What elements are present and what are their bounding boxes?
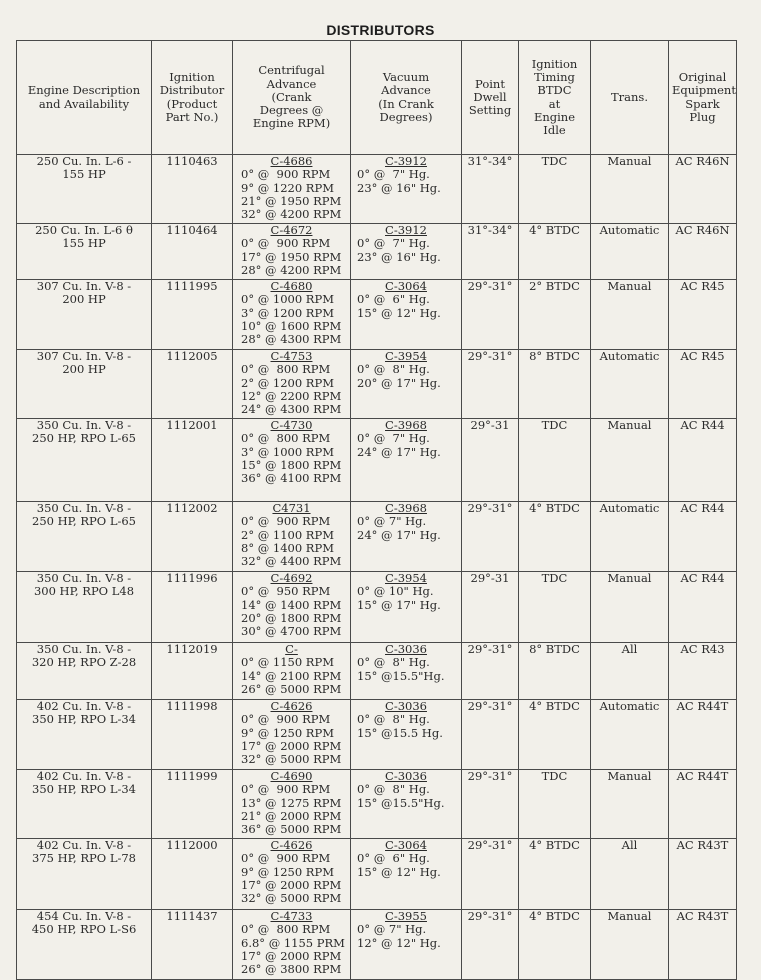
vacuum-advance-cell (351, 700, 462, 770)
centrifugal-advance-value: 17° @ 2000 RPM (241, 738, 342, 753)
centrifugal-advance-value: 36° @ 4100 RPM (241, 471, 342, 486)
centrifugal-advance-value: 24° @ 4300 RPM (241, 402, 342, 417)
table-row (17, 502, 737, 572)
table-row (17, 839, 737, 910)
centrifugal-advance-value: 20° @ 1800 RPM (241, 610, 342, 625)
header-engine-description: Engine Description and Availability (17, 41, 152, 155)
centrifugal-advance-cell (233, 910, 351, 980)
spark-plug: AC R46N (669, 224, 737, 280)
centrifugal-advance-cell (233, 350, 351, 419)
spark-plug: AC R43T (669, 910, 737, 980)
centrifugal-advance-value: 0° @ 1150 RPM (241, 655, 334, 670)
vacuum-advance-value: 0° @ 7" Hg. (357, 236, 430, 251)
engine-description: 402 Cu. In. V-8 - 375 HP, RPO L-78 (17, 839, 152, 910)
centrifugal-advance-value: 8° @ 1400 RPM (241, 540, 334, 555)
ignition-timing: 4° BTDC (519, 910, 591, 980)
table-row (17, 280, 737, 350)
centrifugal-advance-value: 3° @ 1200 RPM (241, 305, 334, 320)
centrifugal-spec-number: C-4626 (270, 838, 313, 852)
centrifugal-spec-number: C-4672 (270, 223, 313, 237)
header-vacuum-advance: Vacuum Advance (In Crank Degrees) (351, 41, 462, 155)
spark-plug: AC R44 (669, 419, 737, 502)
centrifugal-advance-value: 15° @ 1800 RPM (241, 457, 342, 472)
engine-description: 402 Cu. In. V-8 - 350 HP, RPO L-34 (17, 770, 152, 839)
centrifugal-advance-value: 2° @ 1200 RPM (241, 375, 334, 390)
ignition-timing: TDC (519, 155, 591, 224)
distributor-part-number: 1110463 (152, 155, 233, 224)
vacuum-advance-value: 0° @ 6" Hg. (357, 292, 430, 307)
point-dwell-setting: 29°-31° (462, 839, 519, 910)
centrifugal-advance-value: 0° @ 950 RPM (241, 584, 331, 599)
centrifugal-advance-cell (233, 770, 351, 839)
centrifugal-advance-value: 9° @ 1250 RPM (241, 725, 334, 740)
point-dwell-setting: 29°-31° (462, 700, 519, 770)
vacuum-advance-cell (351, 224, 462, 280)
centrifugal-advance-value: 9° @ 1250 RPM (241, 864, 334, 879)
centrifugal-spec-number: C-4730 (270, 418, 313, 432)
transmission: All (591, 643, 669, 700)
ignition-timing: 2° BTDC (519, 280, 591, 350)
distributors-table (16, 40, 737, 980)
vacuum-advance-value: 23° @ 16" Hg. (357, 249, 441, 264)
centrifugal-advance-value: 17° @ 2000 RPM (241, 948, 342, 963)
centrifugal-spec-number: C-4692 (270, 571, 313, 585)
distributor-part-number: 1111998 (152, 700, 233, 770)
centrifugal-advance-value: 0° @ 900 RPM (241, 851, 331, 866)
vacuum-advance-value: 0° @ 7" Hg. (357, 431, 430, 446)
distributor-part-number: 1111996 (152, 572, 233, 643)
transmission: Manual (591, 419, 669, 502)
transmission: Automatic (591, 224, 669, 280)
ignition-timing: 8° BTDC (519, 643, 591, 700)
centrifugal-spec-number: C-4753 (270, 349, 313, 363)
distributor-part-number: 1110464 (152, 224, 233, 280)
engine-description: 350 Cu. In. V-8 - 320 HP, RPO Z-28 (17, 643, 152, 700)
centrifugal-advance-value: 0° @ 900 RPM (241, 167, 331, 182)
centrifugal-advance-value: 32° @ 4400 RPM (241, 554, 342, 569)
centrifugal-advance-value: 21° @ 1950 RPM (241, 193, 342, 208)
centrifugal-spec-number: C-4690 (270, 769, 313, 783)
transmission: Manual (591, 155, 669, 224)
centrifugal-advance-value: 0° @ 900 RPM (241, 712, 331, 727)
vacuum-spec-number: C-3036 (385, 642, 427, 656)
centrifugal-spec-number: C-4686 (270, 154, 313, 168)
vacuum-advance-cell (351, 839, 462, 910)
vacuum-spec-number: C-3064 (385, 838, 427, 852)
centrifugal-advance-value: 0° @ 900 RPM (241, 782, 331, 797)
point-dwell-setting: 31°-34° (462, 155, 519, 224)
engine-description: 307 Cu. In. V-8 - 200 HP (17, 280, 152, 350)
transmission: All (591, 839, 669, 910)
distributor-part-number: 1112002 (152, 502, 233, 572)
spark-plug: AC R46N (669, 155, 737, 224)
vacuum-advance-value: 15° @15.5"Hg. (357, 668, 445, 683)
transmission: Manual (591, 280, 669, 350)
centrifugal-advance-cell (233, 155, 351, 224)
centrifugal-advance-value: 36° @ 5000 RPM (241, 822, 342, 837)
point-dwell-setting: 31°-34° (462, 224, 519, 280)
centrifugal-advance-value: 28° @ 4300 RPM (241, 332, 342, 347)
spark-plug: AC R45 (669, 350, 737, 419)
vacuum-spec-number: C-3954 (385, 349, 427, 363)
centrifugal-advance-value: 14° @ 2100 RPM (241, 668, 342, 683)
vacuum-spec-number: C-3912 (385, 223, 427, 237)
vacuum-advance-cell (351, 910, 462, 980)
centrifugal-advance-value: 17° @ 1950 RPM (241, 249, 342, 264)
centrifugal-spec-number: C-4733 (270, 909, 313, 923)
centrifugal-advance-value: 30° @ 4700 RPM (241, 624, 342, 639)
header-spark-plug: Original Equipment Spark Plug (669, 41, 737, 155)
vacuum-advance-cell (351, 419, 462, 502)
ignition-timing: 4° BTDC (519, 839, 591, 910)
centrifugal-advance-cell (233, 700, 351, 770)
vacuum-advance-value: 0° @ 10" Hg. (357, 584, 434, 599)
centrifugal-spec-number: C-4626 (270, 699, 313, 713)
engine-description: 250 Cu. In. L-6 - 155 HP (17, 155, 152, 224)
centrifugal-advance-value: 9° @ 1220 RPM (241, 180, 334, 195)
table-row (17, 350, 737, 419)
ignition-timing: TDC (519, 572, 591, 643)
ignition-timing: TDC (519, 770, 591, 839)
point-dwell-setting: 29°-31° (462, 350, 519, 419)
header-row (17, 41, 737, 155)
table-row (17, 910, 737, 980)
transmission: Automatic (591, 350, 669, 419)
table-row (17, 224, 737, 280)
centrifugal-advance-value: 0° @ 900 RPM (241, 514, 331, 529)
page-title: DISTRIBUTORS (326, 22, 435, 38)
engine-description: 350 Cu. In. V-8 - 250 HP, RPO L-65 (17, 502, 152, 572)
vacuum-spec-number: C-3064 (385, 279, 427, 293)
vacuum-spec-number: C-3955 (385, 909, 427, 923)
header-centrifugal-advance: Centrifugal Advance (Crank Degrees @ Engine RPM) (233, 41, 351, 155)
table-row (17, 572, 737, 643)
point-dwell-setting: 29°-31° (462, 910, 519, 980)
vacuum-advance-value: 24° @ 17" Hg. (357, 527, 441, 542)
ignition-timing: 8° BTDC (519, 350, 591, 419)
engine-description: 350 Cu. In. V-8 - 300 HP, RPO L48 (17, 572, 152, 643)
transmission: Manual (591, 910, 669, 980)
centrifugal-advance-value: 14° @ 1400 RPM (241, 597, 342, 612)
point-dwell-setting: 29°-31 (462, 572, 519, 643)
centrifugal-advance-value: 17° @ 2000 RPM (241, 877, 342, 892)
vacuum-advance-value: 15° @ 12" Hg. (357, 864, 441, 879)
transmission: Manual (591, 770, 669, 839)
spark-plug: AC R44T (669, 700, 737, 770)
vacuum-advance-value: 15° @15.5 Hg. (357, 725, 443, 740)
vacuum-advance-value: 15° @ 12" Hg. (357, 305, 441, 320)
centrifugal-advance-value: 26° @ 3800 RPM (241, 962, 342, 977)
centrifugal-spec-number: C4731 (272, 501, 311, 515)
vacuum-advance-cell (351, 643, 462, 700)
centrifugal-advance-value: 32° @ 5000 RPM (241, 752, 342, 767)
centrifugal-advance-value: 0° @ 800 RPM (241, 922, 331, 937)
table-row (17, 419, 737, 502)
vacuum-advance-value: 12° @ 12" Hg. (357, 935, 441, 950)
centrifugal-advance-value: 2° @ 1100 RPM (241, 527, 334, 542)
centrifugal-advance-value: 0° @ 800 RPM (241, 362, 331, 377)
vacuum-advance-value: 0° @ 8" Hg. (357, 712, 430, 727)
header-point-dwell: Point Dwell Setting (462, 41, 519, 155)
distributor-part-number: 1111437 (152, 910, 233, 980)
point-dwell-setting: 29°-31 (462, 419, 519, 502)
vacuum-advance-value: 0° @ 7" Hg. (357, 922, 427, 937)
point-dwell-setting: 29°-31° (462, 643, 519, 700)
spark-plug: AC R43T (669, 839, 737, 910)
point-dwell-setting: 29°-31° (462, 502, 519, 572)
spark-plug: AC R45 (669, 280, 737, 350)
table-row (17, 770, 737, 839)
vacuum-spec-number: C-3912 (385, 154, 427, 168)
vacuum-advance-cell (351, 572, 462, 643)
point-dwell-setting: 29°-31° (462, 280, 519, 350)
spark-plug: AC R44 (669, 502, 737, 572)
vacuum-spec-number: C-3036 (385, 699, 427, 713)
vacuum-spec-number: C-3954 (385, 571, 427, 585)
distributor-part-number: 1112019 (152, 643, 233, 700)
vacuum-advance-value: 23° @ 16" Hg. (357, 180, 441, 195)
engine-description: 307 Cu. In. V-8 - 200 HP (17, 350, 152, 419)
centrifugal-advance-cell (233, 419, 351, 502)
vacuum-spec-number: C-3968 (385, 418, 427, 432)
table-row (17, 643, 737, 700)
vacuum-advance-value: 0° @ 6" Hg. (357, 851, 430, 866)
engine-description: 454 Cu. In. V-8 - 450 HP, RPO L-S6 (17, 910, 152, 980)
centrifugal-advance-cell (233, 224, 351, 280)
centrifugal-spec-number: C- (285, 642, 298, 656)
transmission: Automatic (591, 502, 669, 572)
vacuum-advance-value: 20° @ 17" Hg. (357, 375, 441, 390)
centrifugal-advance-value: 26° @ 5000 RPM (241, 681, 342, 696)
table-row (17, 155, 737, 224)
distributor-part-number: 1111999 (152, 770, 233, 839)
vacuum-advance-value: 24° @ 17" Hg. (357, 444, 441, 459)
distributor-part-number: 1112001 (152, 419, 233, 502)
transmission: Automatic (591, 700, 669, 770)
header-transmission: Trans. (591, 41, 669, 155)
centrifugal-advance-cell (233, 502, 351, 572)
centrifugal-advance-cell (233, 643, 351, 700)
centrifugal-advance-value: 6.8° @ 1155 PRM (241, 935, 345, 950)
vacuum-advance-cell (351, 770, 462, 839)
distributor-part-number: 1111995 (152, 280, 233, 350)
centrifugal-advance-value: 0° @ 1000 RPM (241, 292, 334, 307)
ignition-timing: 4° BTDC (519, 700, 591, 770)
spark-plug: AC R44T (669, 770, 737, 839)
engine-description: 350 Cu. In. V-8 - 250 HP, RPO L-65 (17, 419, 152, 502)
ignition-timing: 4° BTDC (519, 224, 591, 280)
vacuum-advance-cell (351, 280, 462, 350)
vacuum-advance-value: 0° @ 8" Hg. (357, 362, 430, 377)
centrifugal-spec-number: C-4680 (270, 279, 313, 293)
centrifugal-advance-value: 12° @ 2200 RPM (241, 388, 342, 403)
table-row (17, 700, 737, 770)
engine-description: 250 Cu. In. L-6 θ 155 HP (17, 224, 152, 280)
centrifugal-advance-value: 0° @ 900 RPM (241, 236, 331, 251)
vacuum-advance-cell (351, 350, 462, 419)
vacuum-spec-number: C-3968 (385, 501, 427, 515)
distributor-part-number: 1112005 (152, 350, 233, 419)
vacuum-advance-cell (351, 155, 462, 224)
centrifugal-advance-value: 10° @ 1600 RPM (241, 318, 342, 333)
spark-plug: AC R44 (669, 572, 737, 643)
centrifugal-advance-value: 3° @ 1000 RPM (241, 444, 334, 459)
centrifugal-advance-value: 21° @ 2000 RPM (241, 808, 342, 823)
centrifugal-advance-cell (233, 572, 351, 643)
vacuum-advance-value: 15° @ 17" Hg. (357, 597, 441, 612)
ignition-timing: 4° BTDC (519, 502, 591, 572)
centrifugal-advance-cell (233, 839, 351, 910)
centrifugal-advance-value: 32° @ 4200 RPM (241, 207, 342, 222)
ignition-timing: TDC (519, 419, 591, 502)
vacuum-advance-value: 15° @15.5"Hg. (357, 795, 445, 810)
spark-plug: AC R43 (669, 643, 737, 700)
centrifugal-advance-value: 32° @ 5000 RPM (241, 891, 342, 906)
centrifugal-advance-value: 13° @ 1275 RPM (241, 795, 342, 810)
point-dwell-setting: 29°-31° (462, 770, 519, 839)
header-ignition-timing: Ignition Timing BTDC at Engine Idle (519, 41, 591, 155)
transmission: Manual (591, 572, 669, 643)
engine-description: 402 Cu. In. V-8 - 350 HP, RPO L-34 (17, 700, 152, 770)
distributor-part-number: 1112000 (152, 839, 233, 910)
vacuum-advance-value: 0° @ 7" Hg. (357, 514, 427, 529)
vacuum-advance-value: 0° @ 8" Hg. (357, 655, 430, 670)
header-distributor-part-no: Ignition Distributor (Product Part No.) (152, 41, 233, 155)
vacuum-spec-number: C-3036 (385, 769, 427, 783)
centrifugal-advance-cell (233, 280, 351, 350)
vacuum-advance-cell (351, 502, 462, 572)
centrifugal-advance-value: 0° @ 800 RPM (241, 431, 331, 446)
vacuum-advance-value: 0° @ 7" Hg. (357, 167, 430, 182)
vacuum-advance-value: 0° @ 8" Hg. (357, 782, 430, 797)
centrifugal-advance-value: 28° @ 4200 RPM (241, 262, 342, 277)
